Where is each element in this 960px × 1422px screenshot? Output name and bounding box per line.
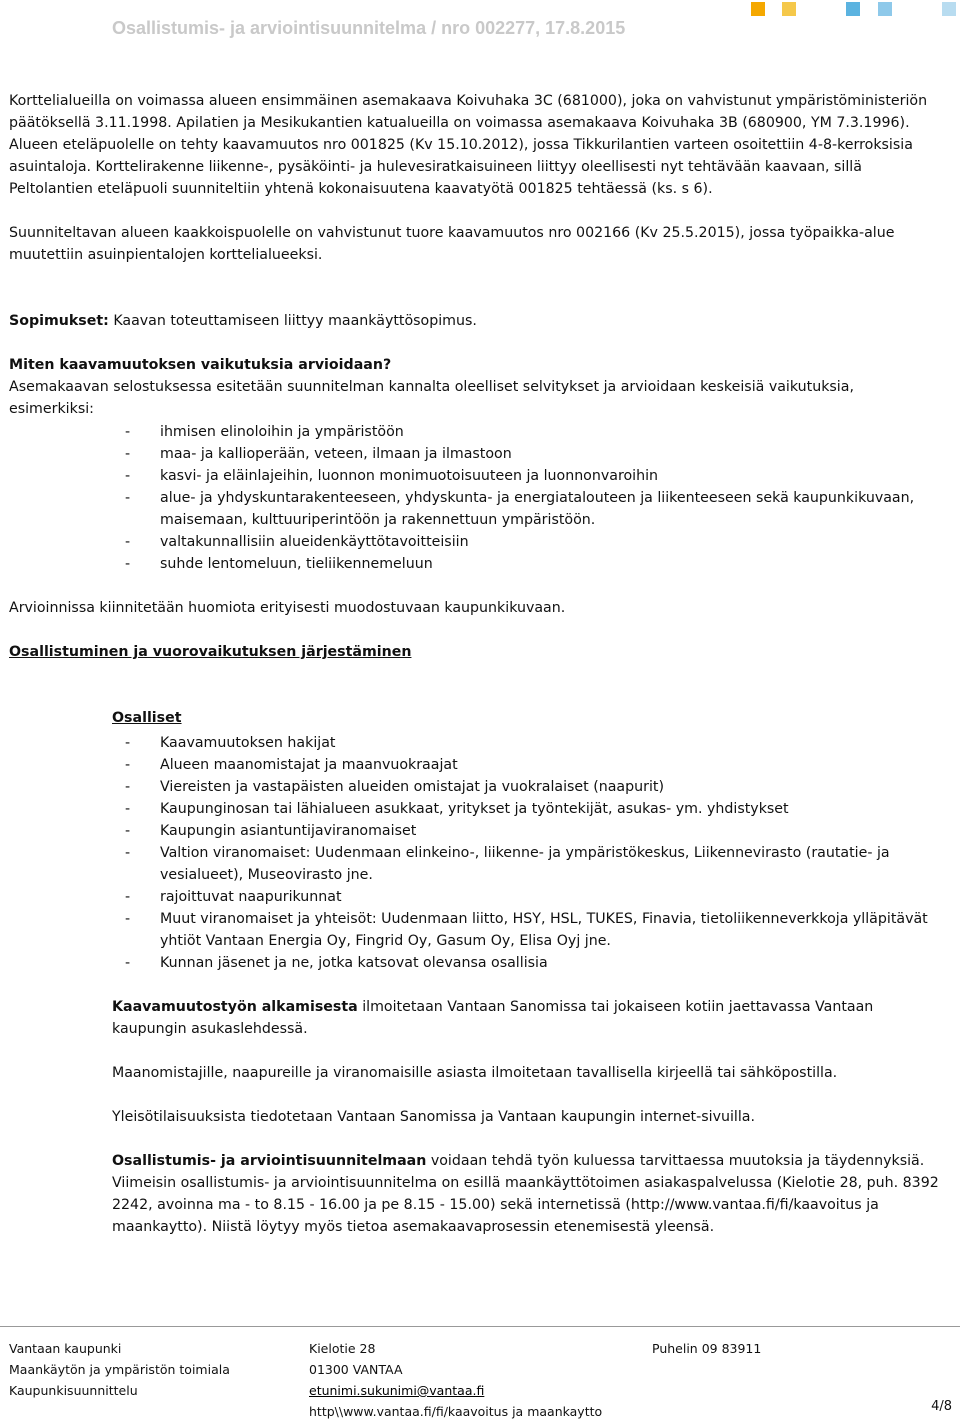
footer-col-organization [9,1338,230,1401]
heading-osallistuminen: Osallistuminen ja vuorovaikutuksen järjestäminen [9,644,412,660]
brand-square-5 [942,2,956,16]
sopimukset-text: Kaavan toteuttamiseen liittyy maankäyttösopimus. [108,313,477,329]
paragraph-miten-intro: Asemakaavan selostuksessa esitetään suunnitelman kannalta oleelliset selvitykset ja arvioidaan keskeisiä vaikutuksia, esimerkiksi: [9,379,854,417]
list-item: - Kunnan jäsenet ja ne, jotka katsovat olevansa osallisia [112,952,939,974]
footer-divider [0,1326,960,1327]
paragraph-current-plans: Korttelialueilla on voimassa alueen ensimmäinen asemakaava Koivuhaka 3C (681000), joka on vahvistunut ympäristöministeriön päätöksellä 3.11.1998. Apilatien ja Mesikukantien katualueilla on voimassa asemakaava Koivuhaka 3B (680900, YM 7.3.1996). Alueen eteläpuolelle on tehty kaavamuutos nro 001825 (Kv 15.10.2012), jossa Tikkurilantien varteen osoitettiin 4-8-kerroksisia asuintaloja. Korttelirakenne liikenne-, pysäköinti- ja hulevesiratkaisuineen liittyy oleellisesti nyt tehtävään kaavaan, sillä Peltolantien eteläpuoli suunniteltiin yhtenä kokonaisuutena kaavatyötä 001825 tehtäessä (ks. s 6). [9,93,928,197]
brand-square-1 [751,2,765,16]
brand-square-3 [846,2,860,16]
document-body [9,90,939,1238]
footer-email-link[interactable]: etunimi.sukunimi@vantaa.fi [309,1383,485,1398]
footer-street: Kielotie 28 [309,1341,376,1356]
osalliset-list [112,732,939,974]
brand-square-4 [878,2,892,16]
alkamisesta-text: ilmoitetaan Vantaan Sanomissa tai jokaiseen kotiin jaettavassa Vantaan kaupungin asukaslehdessä. [112,999,874,1037]
list-item: - Muut viranomaiset ja yhteisöt: Uudenmaan liitto, HSY, HSL, TUKES, Finavia, tietoliikenneverkkoja ylläpitävät yhtiöt Vantaan Energia Oy, Fingrid Oy, Gasum Oy, Elisa Oyj jne. [112,908,939,952]
footer-org-unit: Kaupunkisuunnittelu [9,1383,138,1398]
page-header [0,0,960,58]
footer-phone: Puhelin 09 83911 [652,1341,762,1356]
header-title: Osallistumis- ja arviointisuunnitelma / nro 002277, 17.8.2015 [112,18,626,38]
oas-text: voidaan tehdä työn kuluessa tarvittaessa muutoksia ja täydennyksiä. Viimeisin osallistumis- ja arviointisuunnitelma on esillä maankäyttötoimen asiakaspalvelussa (Kielotie 28, puh. 8392 2242, avoinna ma - to 8.15 - 16.00 ja pe 8.15 - 15.00) sekä internetissä (http://www.vantaa.fi/fi/kaavoitus ja maankaytto). Niistä löytyy myös tietoa asemakaavaprosessin etenemisestä yleensä. [112,1153,939,1235]
page-number: 4/8 [931,1399,952,1414]
list-item: - suhde lentomeluun, tieliikennemeluun [9,553,939,575]
brand-square-2 [782,2,796,16]
paragraph-maanomistajille: Maanomistajille, naapureille ja viranomaisille asiasta ilmoitetaan tavallisella kirjeellä tai sähköpostilla. [112,1065,838,1081]
list-item: - ihmisen elinoloihin ja ympäristöön [9,421,939,443]
list-item: - Kaavamuutoksen hakijat [112,732,939,754]
list-item: - alue- ja yhdyskuntarakenteeseen, yhdyskunta- ja energiatalouteen ja liikenteeseen sekä kaupunkikuvaan, maisemaan, kulttuuriperintöön ja rakennettuun ympäristöön. [9,487,939,531]
list-item: - Valtion viranomaiset: Uudenmaan elinkeino-, liikenne- ja ympäristökeskus, Liikennevirasto (rautatie- ja vesialueet), Museovirasto jne. [112,842,939,886]
paragraph-recent-change: Suunniteltavan alueen kaakkoispuolelle on vahvistunut tuore kaavamuutos nro 002166 (Kv 25.5.2015), jossa työpaikka-alue muutettiin asuinpientalojen korttelialueeksi. [9,225,895,263]
paragraph-arvioinnissa: Arvioinnissa kiinnitetään huomiota erityisesti muodostuvaan kaupunkikuvaan. [9,600,566,616]
paragraph-sopimukset [9,310,939,332]
footer-postal: 01300 VANTAA [309,1362,403,1377]
list-item: - Alueen maanomistajat ja maanvuokraajat [112,754,939,776]
footer-col-phone [652,1338,761,1359]
impact-list [9,421,939,575]
footer-org-name: Vantaan kaupunki [9,1341,122,1356]
list-item: - valtakunnallisiin alueidenkäyttötavoitteisiin [9,531,939,553]
heading-osalliset: Osalliset [112,710,182,726]
list-item: - Kaupunginosan tai lähialueen asukkaat, yritykset ja työntekijät, asukas- ym. yhdistykset [112,798,939,820]
list-item: - maa- ja kallioperään, veteen, ilmaan ja ilmastoon [9,443,939,465]
list-item: - kasvi- ja eläinlajeihin, luonnon monimuotoisuuteen ja luonnonvaroihin [9,465,939,487]
sopimukset-label: Sopimukset: [9,313,109,329]
alkamisesta-bold: Kaavamuutostyön alkamisesta [112,999,358,1015]
paragraph-alkamisesta [112,996,939,1040]
list-item: - rajoittuvat naapurikunnat [112,886,939,908]
footer-org-department: Maankäytön ja ympäristön toimiala [9,1362,230,1377]
footer-col-address [309,1338,602,1422]
list-item: - Viereisten ja vastapäisten alueiden omistajat ja vuokralaiset (naapurit) [112,776,939,798]
heading-miten: Miten kaavamuutoksen vaikutuksia arvioidaan? [9,357,392,373]
osalliset-section [9,707,939,1238]
oas-bold: Osallistumis- ja arviointisuunnitelmaan [112,1153,427,1169]
list-item: - Kaupungin asiantuntijaviranomaiset [112,820,939,842]
footer-url[interactable]: http\\www.vantaa.fi/fi/kaavoitus ja maankaytto [309,1404,603,1419]
paragraph-yleisotilaisuuksista: Yleisötilaisuuksista tiedotetaan Vantaan Sanomissa ja Vantaan kaupungin internet-sivuilla. [112,1109,755,1125]
paragraph-oas [112,1150,939,1238]
